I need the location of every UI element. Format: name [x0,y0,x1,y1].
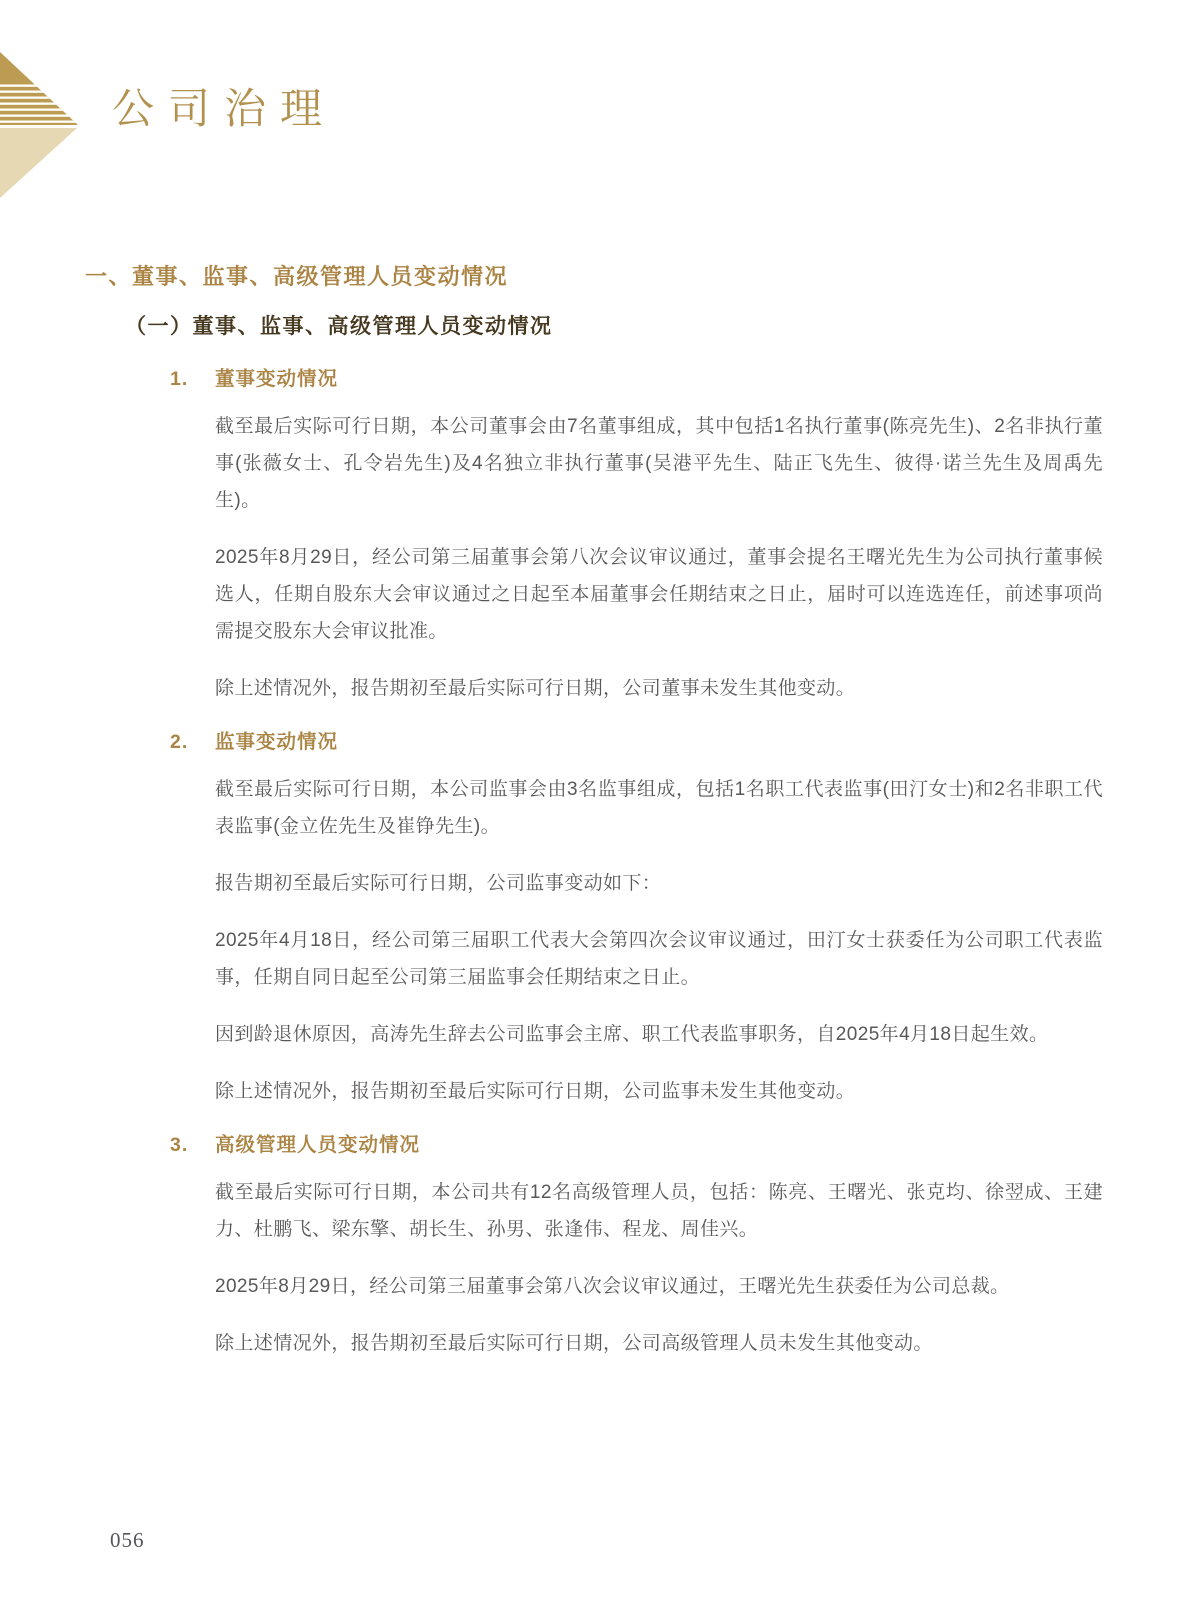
paragraph: 截至最后实际可行日期，本公司监事会由3名监事组成，包括1名职工代表监事(田汀女士)和2名非职工代表监事(金立佐先生及崔铮先生)。 [215,779,1103,837]
paragraph: 截至最后实际可行日期，本公司共有12名高级管理人员，包括：陈亮、王曙光、张克均、徐翌成、王建力、杜鹏飞、梁东擎、胡长生、孙男、张逢伟、程龙、周佳兴。 [215,1182,1103,1240]
section-senior-management-changes [170,1130,1103,1362]
paragraph: 截至最后实际可行日期，本公司董事会由7名董事组成，其中包括1名执行董事(陈亮先生)、2名非执行董事(张薇女士、孔令岩先生)及4名独立非执行董事(吴港平先生、陆正飞先生、彼得·诺兰先生及周禹先生)。 [215,416,1103,511]
page-number: 056 [110,1528,145,1552]
section-title: 董事变动情况 [215,368,339,390]
paragraph: 除上述情况外，报告期初至最后实际可行日期，公司监事未发生其他变动。 [215,1081,856,1102]
section-director-changes [170,364,1103,707]
section-number: 1. [170,368,189,390]
paragraph: 除上述情况外，报告期初至最后实际可行日期，公司董事未发生其他变动。 [215,678,856,699]
document-body [0,262,1190,1382]
section-number: 2. [170,731,189,753]
heading-level2: （一）董事、监事、高级管理人员变动情况 [125,315,553,338]
section-title: 高级管理人员变动情况 [215,1134,421,1156]
section-number: 3. [170,1134,189,1156]
page-title: 公司治理 [112,87,337,133]
section-supervisor-changes [170,727,1103,1110]
paragraph: 2025年8月29日，经公司第三届董事会第八次会议审议通过，董事会提名王曙光先生为公司执行董事候选人，任期自股东大会审议通过之日起至本届董事会任期结束之日止，届时可以连选连任，前述事项尚需提交股东大会审议批准。 [215,547,1103,642]
paragraph: 2025年8月29日，经公司第三届董事会第八次会议审议通过，王曙光先生获委任为公司总裁。 [215,1276,1010,1297]
paragraph: 2025年4月18日，经公司第三届职工代表大会第四次会议审议通过，田汀女士获委任为公司职工代表监事，任期自同日起至公司第三届监事会任期结束之日止。 [215,930,1103,988]
heading-level1: 一、董事、监事、高级管理人员变动情况 [85,264,509,289]
section-heading [170,364,1103,394]
page-corner-decoration-icon [0,50,78,200]
section-heading [170,1130,1103,1160]
paragraph: 报告期初至最后实际可行日期，公司监事变动如下： [215,873,662,894]
paragraph: 除上述情况外，报告期初至最后实际可行日期，公司高级管理人员未发生其他变动。 [215,1333,933,1354]
section-heading [170,727,1103,757]
section-title: 监事变动情况 [215,731,339,753]
paragraph: 因到龄退休原因，高涛先生辞去公司监事会主席、职工代表监事职务，自2025年4月18日起生效。 [215,1024,1049,1045]
